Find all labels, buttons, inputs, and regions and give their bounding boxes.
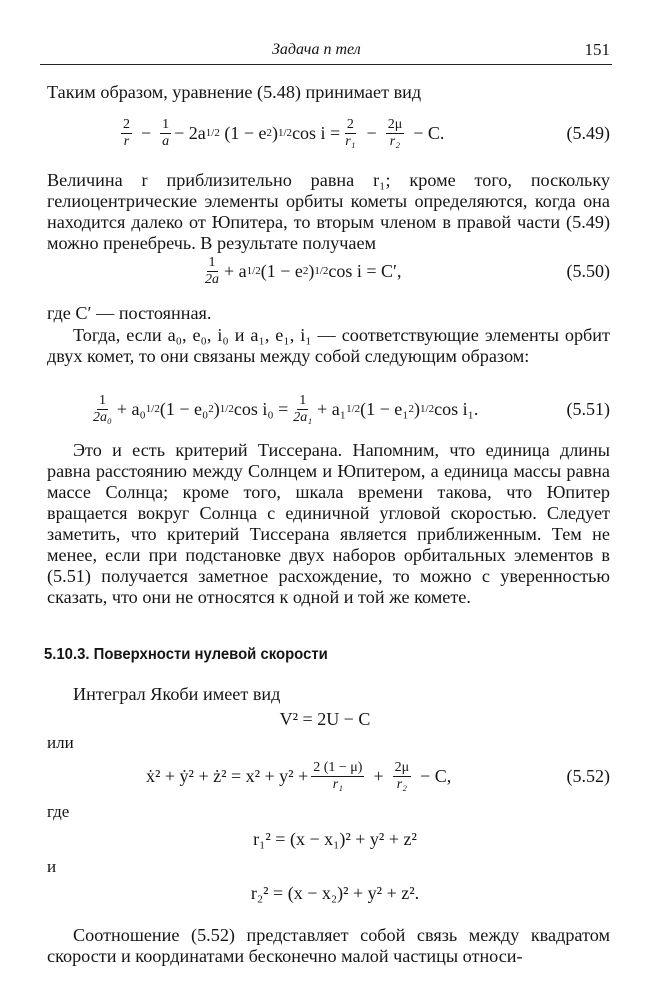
fraction: $\frac{2\mu}{\text{r₂}}$ xyxy=(387,116,403,149)
word-and: и xyxy=(47,857,57,876)
equation-5-50: $\frac{1}{2a}$ + a 1/2 (1 − e 2 ) 1/2 cos i = C′, (5.50) xyxy=(0,252,650,290)
paragraph-approximation: Величина r приблизительно равна r₁; кроме того, поскольку гелиоцентрические элементы орбиты кометы определяются, когда она находится далеко от Юпитера, то вторым членом в правой части (5.49) можно пренебречь. В результате получаем xyxy=(47,170,610,253)
paragraph-relation: Соотношение (5.52) представляет собой связь между квадратом скорости и координатами бесконечно малой частицы относи- xyxy=(47,925,610,966)
equation-number: (5.52) xyxy=(566,766,610,786)
running-head xyxy=(40,38,612,65)
equation-5-49: $\frac{2}{r}$ − $\frac{1}{a}$ − 2a 1/2 (1 − e 2 ) 1/2 cos i = $\frac{2}{\text{r₁}}$ − $\frac{2\mu}{\text{r₂}}$ − C. (5.49) xyxy=(0,114,650,152)
paragraph-intro: Таким образом, уравнение (5.48) принимает вид xyxy=(47,82,422,102)
word-or: или xyxy=(47,733,74,752)
fraction: $\frac{1}{\text{2a₁}}$ xyxy=(293,392,313,425)
equation-5-52: ẋ² + ẏ² + ż² = x² + y² + $\frac{2 (1 - \mu)}{\text{r₁}}$ + $\frac{2\mu}{\text{r₂}}$ − C, (5.52) xyxy=(0,757,650,795)
equation-5-51: $\frac{1}{\text{2a₀}}$ + a₀ 1/2 (1 − e₀ 2 ) 1/2 cos i₀ = $\frac{1}{\text{2a₁}}$ + a₁ 1/2 (1 − e₁ 2 ) 1/2 cos i₁. (5.51) xyxy=(0,390,650,428)
fraction: $\frac{2\mu}{\text{r₂}}$ xyxy=(394,759,410,792)
equation-r2: r₂² = (x − x₂)² + y² + z². xyxy=(250,883,420,903)
paragraph-tisserand: Это и есть критерий Тиссерана. Напомним, что единица длины равна расстоянию между Солнцем и Юпитером, а единица массы равна массе Солнца; кроме того, шкала времени такова, что Юпитер вращается вокруг Солнца с единичной угловой скоростью. Следует заметить, что критерий Тиссерана является приближенным. Тем не менее, если при подстановке двух наборов орбитальных элементов в (5.51) получается заметное расхождение, то можно с уверенностью сказать, что они не относятся к одной и той же комете. xyxy=(47,440,610,607)
running-title: Задача n тел xyxy=(272,41,361,58)
page-number: 151 xyxy=(584,40,610,59)
fraction: $\frac{1}{2a}$ xyxy=(205,254,219,287)
equation-number: (5.49) xyxy=(566,123,610,143)
equation-r1: r₁² = (x − x₁)² + y² + z² xyxy=(253,829,417,849)
fraction: $\frac{2}{r}$ xyxy=(123,116,130,149)
fraction: $\frac{1}{\text{2a₀}}$ xyxy=(93,392,112,425)
fraction: $\frac{1}{a}$ xyxy=(162,116,170,149)
section-heading: 5.10.3. Поверхности нулевой скорости xyxy=(44,646,328,663)
equation-jacobi: V² = 2U − C xyxy=(279,709,371,729)
equation-number: (5.51) xyxy=(566,399,610,419)
fraction: $\frac{2 (1 - \mu)}{\text{r₁}}$ xyxy=(313,759,363,792)
fraction: $\frac{2}{\text{r₁}}$ xyxy=(345,116,356,149)
paragraph-jacobi: Интеграл Якоби имеет вид xyxy=(73,684,281,704)
word-where: где xyxy=(47,802,70,821)
paragraph-constant: где C′ — постоянная. xyxy=(47,303,212,323)
equation-number: (5.50) xyxy=(566,261,610,281)
paragraph-two-comets: Тогда, если a₀, e₀, i₀ и a₁, e₁, i₁ — соответствующие элементы орбит двух комет, то они связаны между собой следующим образом: xyxy=(47,325,610,366)
